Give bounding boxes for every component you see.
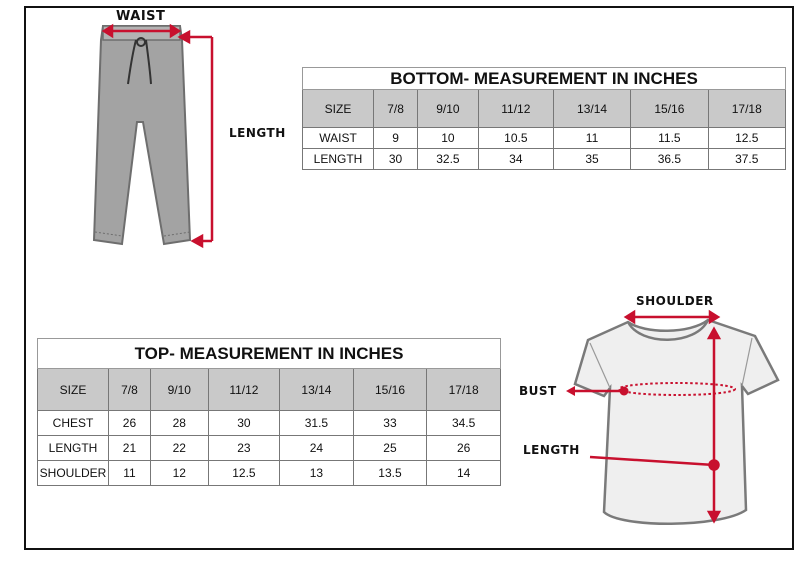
row-label: CHEST [38,411,109,436]
table-cell: 21 [109,436,151,461]
table-cell: 11 [553,128,630,149]
table-cell: 35 [553,149,630,170]
table-cell: 13.5 [353,461,427,486]
table-cell: 14 [427,461,501,486]
bust-label: BUST [519,384,557,398]
top-length-label: LENGTH [523,443,580,457]
table-cell: 23 [208,436,279,461]
row-label: LENGTH [38,436,109,461]
table-cell: 31.5 [280,411,354,436]
table-cell: 12 [150,461,208,486]
table-cell: 22 [150,436,208,461]
header-cell: 11/12 [478,90,553,128]
header-cell: 13/14 [553,90,630,128]
header-cell: 9/10 [150,369,208,411]
table-cell: 32.5 [418,149,479,170]
header-cell: 17/18 [427,369,501,411]
bottom-table-title: BOTTOM- MEASUREMENT IN INCHES [303,68,786,90]
table-cell: 33 [353,411,427,436]
table-cell: 34 [478,149,553,170]
table-cell: 37.5 [708,149,785,170]
header-cell: 11/12 [208,369,279,411]
table-cell: 12.5 [708,128,785,149]
table-cell: 11 [109,461,151,486]
row-label: WAIST [303,128,374,149]
table-cell: 36.5 [631,149,708,170]
table-cell: 10 [418,128,479,149]
table-cell: 10.5 [478,128,553,149]
tshirt-icon [575,320,778,524]
header-cell: SIZE [38,369,109,411]
header-cell: 7/8 [109,369,151,411]
shoulder-label: SHOULDER [636,294,714,308]
table-cell: 30 [208,411,279,436]
table-cell: 9 [374,128,418,149]
table-cell: 11.5 [631,128,708,149]
header-cell: 17/18 [708,90,785,128]
row-label: LENGTH [303,149,374,170]
row-label: SHOULDER [38,461,109,486]
header-cell: SIZE [303,90,374,128]
table-cell: 12.5 [208,461,279,486]
top-table-title: TOP- MEASUREMENT IN INCHES [38,339,501,369]
table-cell: 24 [280,436,354,461]
header-cell: 15/16 [353,369,427,411]
header-cell: 9/10 [418,90,479,128]
table-cell: 28 [150,411,208,436]
table-cell: 25 [353,436,427,461]
header-cell: 13/14 [280,369,354,411]
table-cell: 26 [427,436,501,461]
pants-length-label: LENGTH [229,126,286,140]
shoulder-arrow-icon [626,312,718,322]
header-cell: 7/8 [374,90,418,128]
header-cell: 15/16 [631,90,708,128]
table-cell: 30 [374,149,418,170]
waist-label: WAIST [116,9,166,24]
table-cell: 13 [280,461,354,486]
table-cell: 34.5 [427,411,501,436]
table-cell: 26 [109,411,151,436]
